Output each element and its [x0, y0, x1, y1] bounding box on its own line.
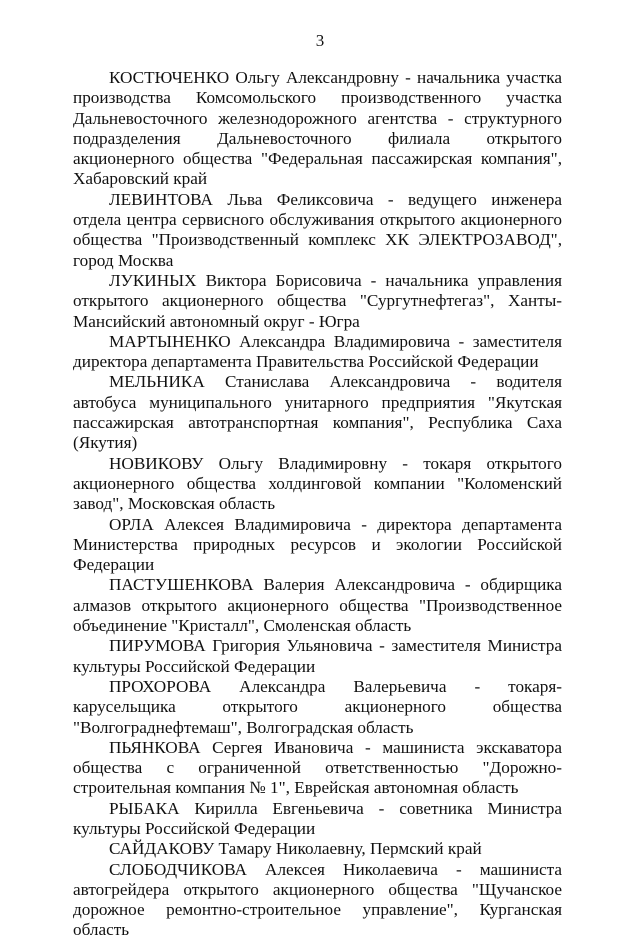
list-item: ПЬЯНКОВА Сергея Ивановича - машиниста экскаватора общества с ограниченной ответственностью "Дорожно-строительная компания № 1", Еврейская автономная область — [73, 737, 562, 798]
list-item: ПРОХОРОВА Александра Валерьевича - токаря-карусельщика открытого акционерного общества "Волгограднефтемаш", Волгоградская область — [73, 676, 562, 737]
list-item: НОВИКОВУ Ольгу Владимировну - токаря открытого акционерного общества холдинговой компании "Коломенский завод", Московская область — [73, 453, 562, 514]
list-item: МЕЛЬНИКА Станислава Александровича - водителя автобуса муниципального унитарного предприятия "Якутская пассажирская автотранспортная компания", Республика Саха (Якутия) — [73, 372, 562, 453]
list-item: РЫБАКА Кирилла Евгеньевича - советника Министра культуры Российской Федерации — [73, 798, 562, 838]
list-item: СЛОБОДЧИКОВА Алексея Николаевича - машиниста автогрейдера открытого акционерного общества "Щучанское дорожное ремонтно-строительное управление", Курганская область — [73, 859, 562, 940]
list-item: САЙДАКОВУ Тамару Николаевну, Пермский край — [109, 839, 482, 859]
list-item: ПАСТУШЕНКОВА Валерия Александровича - обдирщика алмазов открытого акционерного общества "Производственное объединение "Кристалл", Смоленская область — [73, 575, 562, 636]
list-item: МАРТЫНЕНКО Александра Владимировича - заместителя директора департамента Правительства Российской Федерации — [73, 331, 562, 372]
list-item: ЛУКИНЫХ Виктора Борисовича - начальника управления открытого акционерного общества "Сургутнефтегаз", Ханты-Мансийский автономный округ - Югра — [73, 270, 562, 331]
list-item: КОСТЮЧЕНКО Ольгу Александровну - начальника участка производства Комсомольского производственного участка Дальневосточного железнодорожного агентства - структурного подразделения Дальневосточного филиала открытого акционерного общества "Федеральная пассажирская компания", Хабаровский край — [73, 68, 562, 189]
list-item: ЛЕВИНТОВА Льва Феликсовича - ведущего инженера отдела центра сервисного обслуживания открытого акционерного общества "Производственный комплекс ХК ЭЛЕКТРОЗАВОД", город Москва — [73, 189, 562, 270]
list-item: ОРЛА Алексея Владимировича - директора департамента Министерства природных ресурсов и экологии Российской Федерации — [73, 514, 562, 575]
list-item: ПИРУМОВА Григория Ульяновича - заместителя Министра культуры Российской Федерации — [73, 636, 562, 676]
page-number: 3 — [315, 31, 325, 50]
award-recipient-list — [73, 68, 562, 941]
